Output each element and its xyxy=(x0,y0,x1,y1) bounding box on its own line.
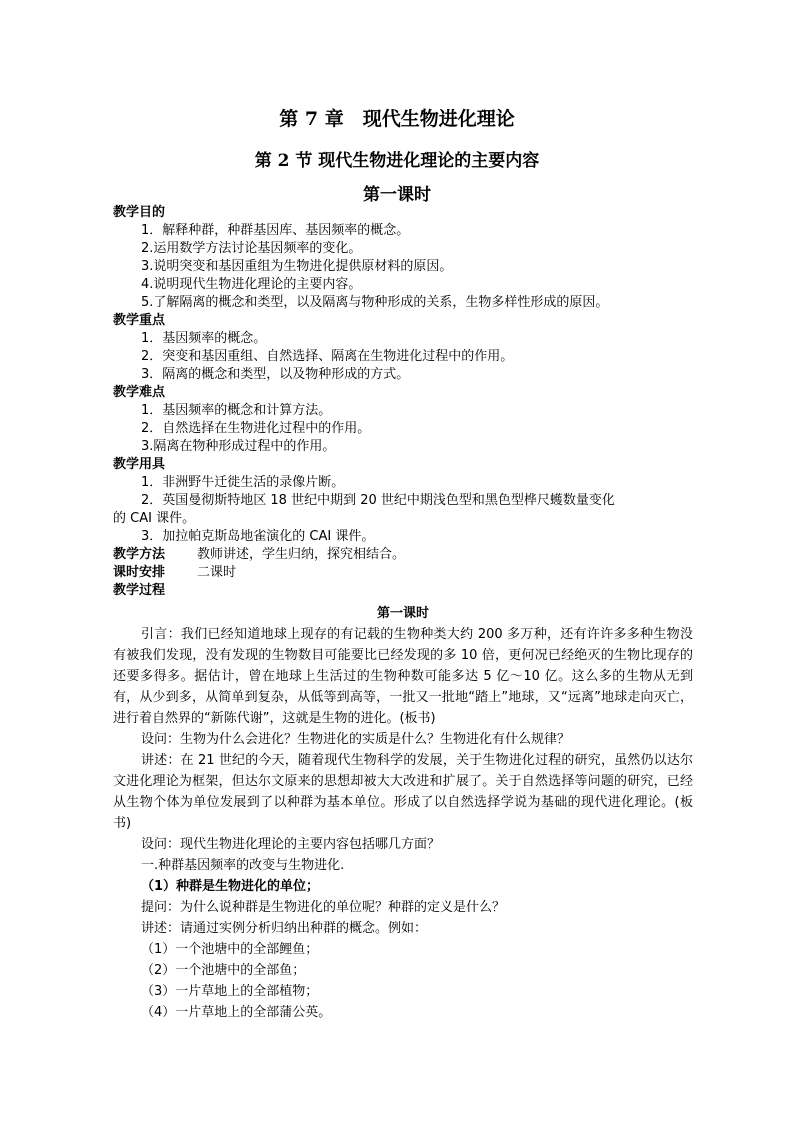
tool-item: 1．非洲野牛迁徙生活的录像片断。 xyxy=(141,475,345,490)
objectives-heading: 教学目的 xyxy=(113,205,166,220)
process-heading: 教学过程 xyxy=(113,583,166,598)
example-item: （3）一片草地上的全部植物； xyxy=(141,984,319,999)
sub-heading: （1）种群是生物进化的单位； xyxy=(141,879,320,894)
method-row xyxy=(113,546,693,564)
lecture-paragraph: 讲述：在 21 世纪的今天，随着现代生物科学的发展，关于生物进化过程的研究，虽然仍以达尔文进化理论为框架，但达尔文原来的思想却被大大改进和扩展了。关于自然选择等问题的研究，已经从生物个体为单位发展到了以种群为基本单位。形成了以自然选择学说为基础的现代进化理论。(板书) xyxy=(113,753,693,831)
difficulty-item: 2．自然选择在生物进化过程中的作用。 xyxy=(141,421,371,436)
schedule-text: 二课时 xyxy=(197,565,237,580)
example-item: （1）一个池塘中的全部鲤鱼； xyxy=(141,942,319,957)
tools-heading: 教学用具 xyxy=(113,457,166,472)
key-point-item: 1．基因频率的概念。 xyxy=(141,331,267,346)
section-title: 第 2 节 现代生物进化理论的主要内容 xyxy=(254,151,540,171)
objective-item: 1．解释种群，种群基因库、基因频率的概念。 xyxy=(141,223,410,238)
intro-paragraph: 引言：我们已经知道地球上现存的有记载的生物种类大约 200 多万种，还有许许多多种生物没有被我们发现，没有发现的生物数目可能要比已经发现的多 10 倍，更何况已经绝灭的生物比现存的还要多得多。据估计，曾在地球上生活过的生物种数可能多达 5 亿～10 亿。这么多的生物从无到有，从少到多，从简单到复杂，从低等到高等，一批又一批地“踏上”地球，又“远离”地球走向灭亡，进行着自然界的“新陈代谢”，这就是生物的进化。(板书) xyxy=(113,627,693,726)
difficulty-item: 1．基因频率的概念和计算方法。 xyxy=(141,403,332,418)
objective-item: 5.了解隔离的概念和类型，以及隔离与物种形成的关系，生物多样性形成的原因。 xyxy=(141,295,609,310)
teaching-process xyxy=(113,603,693,1023)
example-item: （2）一个池塘中的全部鱼； xyxy=(141,963,306,978)
lesson-title: 第一课时 xyxy=(363,185,431,205)
chapter-title: 第 7 章 现代生物进化理论 xyxy=(279,108,515,130)
tool-item: 3．加拉帕克斯岛地雀演化的 CAI 课件。 xyxy=(141,529,375,544)
objective-item: 4.说明现代生物进化理论的主要内容。 xyxy=(141,277,362,292)
difficulties-heading: 教学难点 xyxy=(113,385,166,400)
objective-item: 3.说明突变和基因重组为生物进化提供原材料的原因。 xyxy=(141,259,453,274)
tool-item: 2．英国曼彻斯特地区 18 世纪中期到 20 世纪中期浅色型和黑色型桦尺蠖数量变化 xyxy=(141,493,615,508)
ask-paragraph: 提问：为什么说种群是生物进化的单位呢？种群的定义是什么？ xyxy=(141,900,506,915)
lesson-subheading: 第一课时 xyxy=(376,606,429,621)
method-text: 教师讲述，学生归纳，探究相结合。 xyxy=(197,547,406,562)
key-points-heading: 教学重点 xyxy=(113,313,166,328)
example-item: （4）一片草地上的全部蒲公英。 xyxy=(141,1005,332,1020)
lecture-paragraph: 讲述：请通过实例分析归纳出种群的概念。例如： xyxy=(141,921,428,936)
objective-item: 2.运用数学方法讨论基因频率的变化。 xyxy=(141,241,362,256)
part-heading: 一.种群基因频率的改变与生物进化. xyxy=(141,858,345,873)
question-paragraph: 设问：现代生物进化理论的主要内容包括哪几方面？ xyxy=(141,837,441,852)
question-paragraph: 设问：生物为什么会进化？生物进化的实质是什么？生物进化有什么规律？ xyxy=(141,732,571,747)
tool-item-continuation: 的 CAI 课件。 xyxy=(113,511,196,526)
teaching-plan-header xyxy=(113,204,693,600)
method-heading: 教学方法 xyxy=(113,547,166,562)
difficulty-item: 3.隔离在物种形成过程中的作用。 xyxy=(141,439,336,454)
schedule-heading: 课时安排 xyxy=(113,565,166,580)
schedule-row xyxy=(113,564,693,582)
key-point-item: 3．隔离的概念和类型，以及物种形成的方式。 xyxy=(141,367,410,382)
key-point-item: 2．突变和基因重组、自然选择、隔离在生物进化过程中的作用。 xyxy=(141,349,514,364)
